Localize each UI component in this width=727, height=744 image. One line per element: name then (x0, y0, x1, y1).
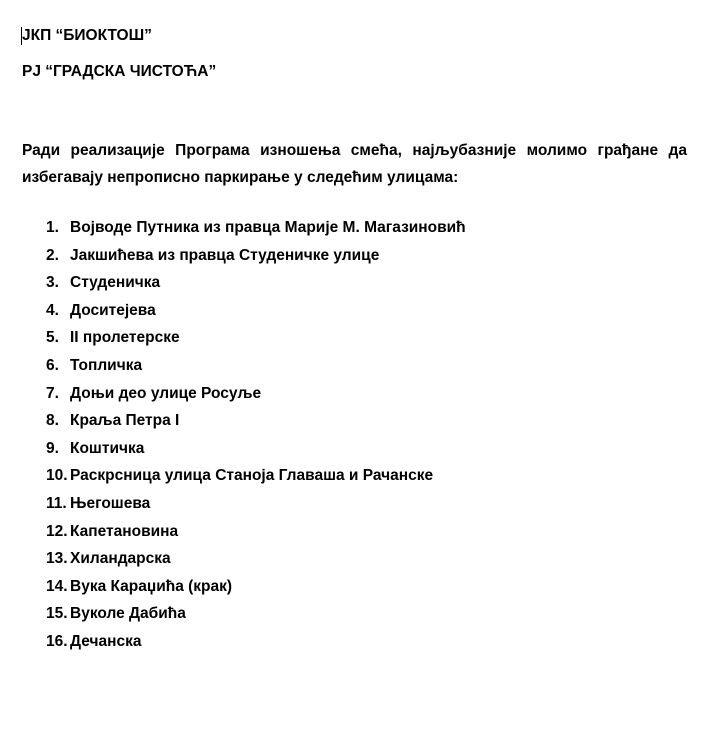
street-number: 15. (46, 605, 68, 623)
street-name: Доситејева (70, 301, 156, 319)
street-name: Вуколе Дабића (70, 605, 186, 623)
street-number: 9. (46, 439, 59, 457)
street-name: Капетановина (70, 522, 179, 540)
street-name: Раскрсница улица Станоја Главаша и Рачанске (70, 467, 434, 485)
street-number: 6. (46, 356, 59, 374)
street-number: 12. (46, 522, 68, 540)
street-number: 11. (46, 494, 67, 512)
street-number: 7. (46, 384, 59, 402)
street-number: 1. (46, 219, 59, 236)
street-name: Коштичка (70, 439, 145, 457)
street-name: Јакшићева из правца Студеничке улице (70, 246, 380, 264)
street-name: Дечанска (70, 632, 142, 650)
street-name: Хиландарска (70, 550, 171, 568)
street-name: Доњи део улице Росуље (70, 384, 262, 402)
street-name: Војводе Путника из правца Марије М. Магазиновић (70, 219, 466, 236)
intro-paragraph: Ради реализације Програма изношења смећа, најљубазније молимо грађане да избегавају непрописно паркирање у следећим улицама: (22, 142, 687, 186)
street-number: 8. (46, 412, 59, 430)
street-number: 14. (46, 577, 68, 595)
unit-heading: РЈ “ГРАДСКА ЧИСТОЋА” (22, 63, 217, 80)
organization-heading: ЈКП “БИОКТОШ” (22, 27, 152, 44)
street-number: 16. (46, 632, 68, 650)
street-name: II пролетерске (70, 329, 180, 347)
street-name: Вука Караџића (крак) (70, 577, 233, 595)
street-number: 10. (46, 467, 68, 485)
street-number: 2. (46, 246, 59, 264)
street-number: 5. (46, 329, 59, 347)
street-name: Топличка (70, 356, 143, 374)
street-name: Студеничка (70, 274, 161, 292)
street-number: 3. (46, 274, 59, 292)
street-name: Његошева (70, 494, 151, 512)
street-name: Краља Петра I (70, 412, 180, 430)
street-number: 4. (46, 301, 59, 319)
street-number: 13. (46, 550, 68, 568)
